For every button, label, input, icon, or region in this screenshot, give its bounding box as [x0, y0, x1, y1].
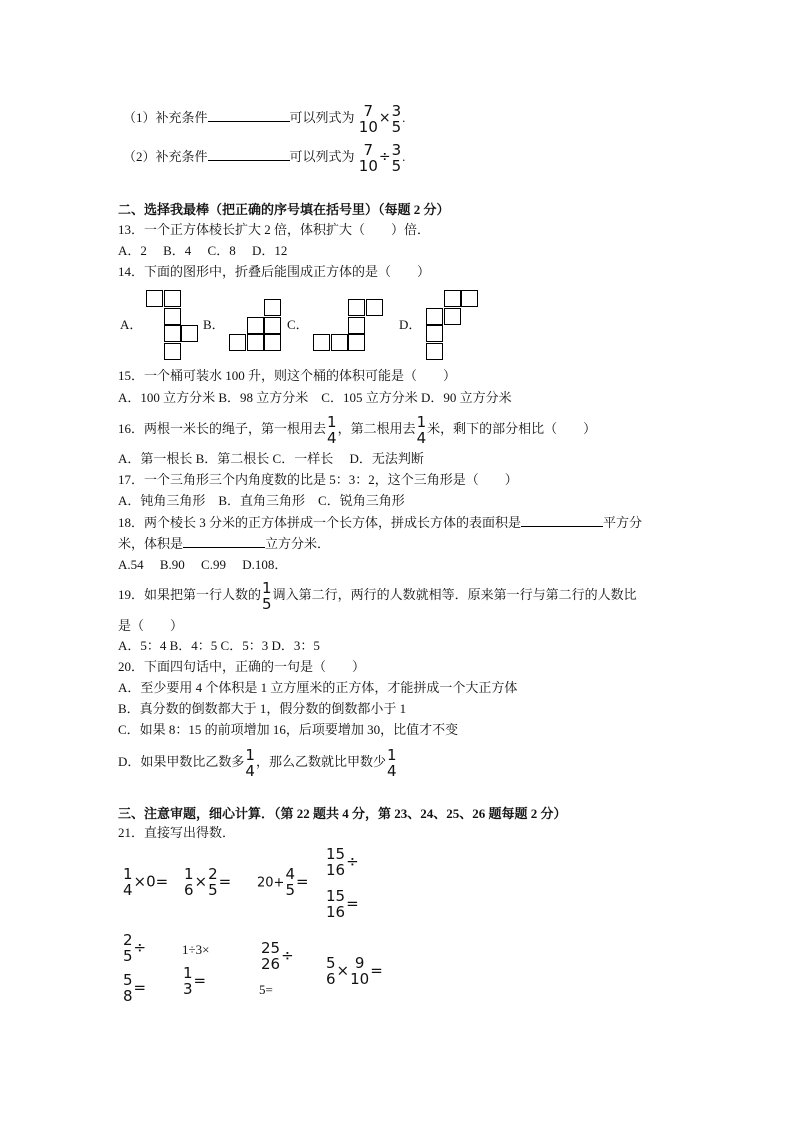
net-b-square — [264, 317, 281, 334]
calc-8: 5 6 × 9 10 = — [326, 954, 383, 988]
net-a-square — [164, 308, 181, 325]
fraction: 1 4 — [386, 746, 397, 780]
q14-label-b: B． — [203, 317, 225, 332]
net-b-square — [264, 299, 281, 316]
q20-text: 20．下面四句话中，正确的一句是（ ） — [118, 659, 366, 674]
calc-3: 20+ 4 5 = — [257, 865, 309, 899]
label: 可以列式为 — [289, 148, 355, 164]
q20-option-c: C．如果 8：15 的前项增加 16，后项要增加 30，比值才不变 — [118, 722, 459, 737]
answer-blank[interactable] — [208, 109, 290, 122]
q18-text: 18．两个棱长 3 分米的正方体拼成一个长方体，拼成长方体的表面积是 平方分 — [118, 515, 643, 530]
calc-5a: 2 5 ÷ — [123, 931, 147, 965]
fraction: 7 10 — [358, 141, 378, 175]
q14-label-c: C． — [287, 317, 309, 332]
answer-blank[interactable] — [521, 514, 603, 527]
q18-line2: 米，体积是 立方分米． — [118, 536, 331, 551]
label: 可以列式为 — [289, 109, 355, 125]
net-d-square — [426, 308, 443, 325]
net-a-square — [164, 325, 181, 342]
q18-options: A.54 B.90 C.99 D.108． — [118, 557, 288, 572]
net-a-square — [164, 343, 181, 360]
net-a-square — [181, 325, 198, 342]
net-d-square — [444, 308, 461, 325]
q13-text: 13．一个正方体棱长扩大 2 倍，体积扩大（ ）倍． — [118, 222, 431, 237]
fraction: 1 4 — [327, 413, 337, 447]
q13-options: A．2 B．4 C．8 D．12 — [118, 243, 288, 258]
net-d-square — [426, 343, 443, 360]
net-c-square — [348, 299, 365, 316]
q14-label-a: A． — [120, 317, 143, 332]
q16-options: A．第一根长 B．第二根长 C．一样长 D．无法判断 — [118, 451, 424, 466]
label: （1）补充条件 — [123, 109, 208, 125]
q17-options: A．钝角三角形 B．直角三角形 C．锐角三角形 — [118, 493, 405, 508]
section3-heading: 三、注意审题，细心计算．（第 22 题共 4 分，第 23、24、25、26 题每题 2 分） — [118, 806, 567, 821]
net-b-square — [229, 334, 246, 351]
condition-1: （1）补充条件 可以列式为 7 10 × 3 5 . — [123, 102, 406, 136]
net-c-square — [313, 334, 330, 351]
q15-options: A．100 立方分米 B．98 立方分米 C．105 立方分米 D．90 立方分米 — [118, 390, 512, 405]
fraction: 3 5 — [391, 141, 402, 175]
condition-2: （2）补充条件 可以列式为 7 10 ÷ 3 5 . — [123, 141, 406, 175]
calc-4b: 15 16 = — [326, 887, 359, 921]
net-c-square — [331, 334, 348, 351]
fraction: 7 10 — [358, 102, 378, 136]
calc-5b: 5 8 = — [123, 971, 147, 1005]
q20-option-a: A．至少要用 4 个体积是 1 立方厘米的正方体，才能拼成一个大正方体 — [118, 680, 518, 695]
calc-4a: 15 16 ÷ — [326, 845, 359, 879]
q20-option-b: B．真分数的倒数都大于 1，假分数的倒数都小于 1 — [118, 701, 407, 716]
q21-text: 21．直接写出得数． — [118, 825, 236, 840]
fraction: 1 4 — [416, 413, 427, 447]
net-d-square — [444, 290, 461, 307]
times-sign: × — [378, 109, 391, 126]
net-c-square — [348, 334, 365, 351]
calc-7b: 5= — [259, 982, 273, 997]
q19-text: 19．如果把第一行人数的 1 5 调入第二行，两行的人数就相等．原来第一行与第二行的人数比 — [118, 579, 637, 613]
q14-label-d: D． — [399, 317, 422, 332]
q19-options: A．5：4 B．4：5 C．5：3 D．3：5 — [118, 638, 320, 653]
section2-heading: 二、选择我最棒（把正确的序号填在括号里）（每题 2 分） — [118, 202, 450, 217]
net-b-square — [264, 334, 281, 351]
calc-2: 1 6 × 2 5 = — [184, 865, 232, 899]
q16-text: 16．两根一米长的绳子，第一根用去 1 4 ，第二根用去 1 4 米，剩下的部分相比（ ） — [118, 413, 597, 447]
fraction: 3 5 — [391, 102, 402, 136]
net-d-square — [461, 290, 478, 307]
q17-text: 17．一个三角形三个内角度数的比是 5：3：2，这个三角形是（ ） — [118, 472, 518, 487]
net-b-square — [247, 317, 264, 334]
net-d-square — [426, 325, 443, 342]
net-c-square — [366, 299, 383, 316]
calc-6a: 1÷3× — [182, 942, 210, 957]
q20-option-d: D．如果甲数比乙数多 1 4 ，那么乙数就比甲数少 1 4 — [118, 746, 397, 780]
label: （2）补充条件 — [123, 148, 208, 164]
calc-6b: 1 3 = — [183, 964, 207, 998]
fraction: 1 5 — [262, 579, 272, 613]
answer-blank[interactable] — [208, 148, 290, 161]
q19-line2: 是（ ） — [118, 618, 184, 633]
divide-sign: ÷ — [378, 148, 391, 165]
calc-1: 1 4 ×0= — [123, 865, 169, 899]
q15-text: 15．一个桶可装水 100 升，则这个桶的体积可能是（ ） — [118, 368, 457, 383]
answer-blank[interactable] — [183, 535, 265, 548]
calc-7a: 25 26 ÷ — [261, 939, 294, 973]
q14-text: 14．下面的图形中，折叠后能围成正方体的是（ ） — [118, 264, 431, 279]
net-b-square — [247, 334, 264, 351]
fraction: 1 4 — [245, 746, 255, 780]
net-a-square — [164, 290, 181, 307]
net-c-square — [348, 317, 365, 334]
net-a-square — [146, 290, 163, 307]
